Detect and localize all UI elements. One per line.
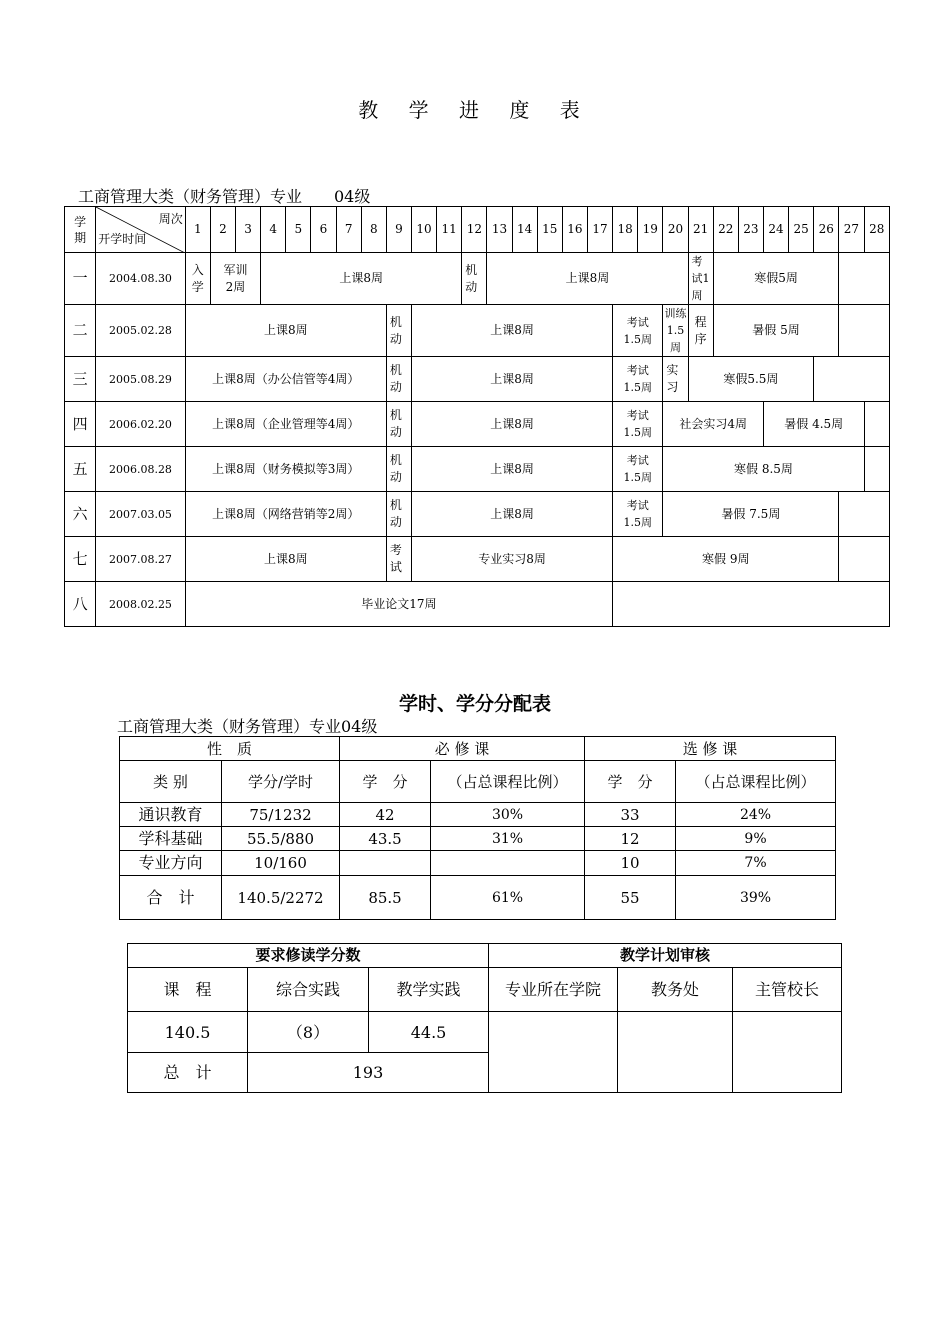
schedule-cell: [613, 582, 890, 627]
start-date: 2008.02.25: [96, 582, 186, 627]
required-credits-title: 要求修读学分数: [128, 944, 489, 968]
semester-number: 一: [65, 253, 96, 305]
week-header: 14: [512, 207, 537, 253]
week-header: 6: [311, 207, 336, 253]
schedule-cell: 寒假 8.5周: [663, 447, 864, 492]
required-ratio-cell: 31%: [431, 827, 585, 851]
category-header: 类 别: [120, 761, 222, 803]
schedule-cell: 训练1.5周: [663, 305, 688, 357]
principal-header: 主管校长: [733, 968, 842, 1012]
week-header: 23: [738, 207, 763, 253]
elective-credit-cell: 33: [585, 803, 676, 827]
schedule-cell: 入学: [185, 253, 210, 305]
schedule-title: 教 学 进 度 表: [358, 98, 592, 122]
credit-hours-cell: 75/1232: [222, 803, 340, 827]
schedule-cell: 机动: [386, 402, 411, 447]
schedule-cell: 考试1.5周: [613, 402, 663, 447]
total-row: [120, 876, 836, 920]
semester-header: 学期: [65, 207, 96, 253]
elective-ratio-cell: 7%: [676, 851, 836, 876]
course-value: 140.5: [128, 1012, 248, 1053]
elective-ratio-cell: 24%: [676, 803, 836, 827]
schedule-cell: 考试1.5周: [613, 492, 663, 537]
teaching-practice-header: 教学实践: [369, 968, 489, 1012]
schedule-cell: [864, 402, 889, 447]
week-header: 28: [864, 207, 889, 253]
semester-row: [65, 492, 890, 537]
required-credit-cell: 43.5: [340, 827, 431, 851]
week-header: 24: [763, 207, 788, 253]
schedule-cell: 暑假 7.5周: [663, 492, 839, 537]
plan-review-title: 教学计划审核: [489, 944, 842, 968]
college-signature-cell: [489, 1012, 618, 1093]
elective-header: 选 修 课: [585, 737, 836, 761]
week-date-header: [96, 207, 186, 253]
credit-hours-header: 学分/学时: [222, 761, 340, 803]
start-date: 2006.02.20: [96, 402, 186, 447]
practice-header: 综合实践: [248, 968, 369, 1012]
schedule-cell: 寒假 9周: [613, 537, 839, 582]
semester-number: 二: [65, 305, 96, 357]
schedule-cell: 机动: [386, 492, 411, 537]
requirements-table: [127, 943, 842, 1093]
semester-row: [65, 582, 890, 627]
schedule-cell: 上课8周（办公信管等4周）: [185, 357, 386, 402]
schedule-cell: 机动: [386, 447, 411, 492]
category-cell: 学科基础: [120, 827, 222, 851]
total-elective-credit: 55: [585, 876, 676, 920]
start-date: 2006.08.28: [96, 447, 186, 492]
required-header: 必 修 课: [340, 737, 585, 761]
schedule-cell: 上课8周: [411, 305, 612, 357]
schedule-cell: 上课8周（企业管理等4周）: [185, 402, 386, 447]
schedule-cell: 军训2周: [210, 253, 260, 305]
week-header: 4: [261, 207, 286, 253]
nature-header: 性 质: [120, 737, 340, 761]
week-header: 15: [537, 207, 562, 253]
week-label: 周次: [158, 212, 183, 226]
week-header: 21: [688, 207, 713, 253]
total-label: 合 计: [120, 876, 222, 920]
schedule-table: [64, 206, 890, 627]
week-header: 13: [487, 207, 512, 253]
principal-signature-cell: [733, 1012, 842, 1093]
credits-header-row: [120, 761, 836, 803]
elective-credit-cell: 10: [585, 851, 676, 876]
credits-table: [119, 736, 836, 920]
category-cell: 通识教育: [120, 803, 222, 827]
schedule-cell: 程序: [688, 305, 713, 357]
schedule-cell: 寒假5.5周: [688, 357, 814, 402]
office-signature-cell: [618, 1012, 733, 1093]
week-header: 16: [562, 207, 587, 253]
semester-row: [65, 537, 890, 582]
week-header: 26: [814, 207, 839, 253]
week-header: 3: [236, 207, 261, 253]
required-credit-cell: [340, 851, 431, 876]
college-header: 专业所在学院: [489, 968, 618, 1012]
total-credit-hours: 140.5/2272: [222, 876, 340, 920]
semester-number: 四: [65, 402, 96, 447]
start-date: 2005.02.28: [96, 305, 186, 357]
elective-ratio-cell: 9%: [676, 827, 836, 851]
required-ratio-cell: [431, 851, 585, 876]
required-ratio-cell: 30%: [431, 803, 585, 827]
total-required-ratio: 61%: [431, 876, 585, 920]
schedule-cell: 上课8周（财务模拟等3周）: [185, 447, 386, 492]
schedule-cell: 毕业论文17周: [185, 582, 612, 627]
schedule-cell: 考试1周: [688, 253, 713, 305]
total-label: 总 计: [128, 1053, 248, 1093]
semester-number: 七: [65, 537, 96, 582]
schedule-cell: [839, 305, 890, 357]
schedule-cell: 上课8周: [261, 253, 462, 305]
week-header: 22: [713, 207, 738, 253]
total-value: 193: [248, 1053, 489, 1093]
table-row: [120, 827, 836, 851]
week-header: 1: [185, 207, 210, 253]
schedule-cell: 考试1.5周: [613, 357, 663, 402]
start-date: 2004.08.30: [96, 253, 186, 305]
semester-number: 八: [65, 582, 96, 627]
table-row: [120, 803, 836, 827]
required-ratio-header: （占总课程比例）: [431, 761, 585, 803]
semester-row: [65, 402, 890, 447]
schedule-cell: 上课8周: [411, 447, 612, 492]
semester-row: [65, 357, 890, 402]
week-header: 7: [336, 207, 361, 253]
schedule-cell: 寒假5周: [713, 253, 839, 305]
week-header: 20: [663, 207, 688, 253]
week-header: 25: [789, 207, 814, 253]
schedule-cell: 实习: [663, 357, 688, 402]
schedule-header-row: [65, 207, 890, 253]
category-cell: 专业方向: [120, 851, 222, 876]
schedule-cell: 考试1.5周: [613, 447, 663, 492]
practice-value: （8）: [248, 1012, 369, 1053]
credits-title: 学时、学分分配表: [398, 693, 551, 715]
schedule-cell: [839, 492, 890, 537]
schedule-cell: [814, 357, 890, 402]
teaching-practice-value: 44.5: [369, 1012, 489, 1053]
week-header: 10: [411, 207, 436, 253]
week-header: 5: [286, 207, 311, 253]
week-header: 12: [462, 207, 487, 253]
schedule-cell: 机动: [386, 305, 411, 357]
week-header: 11: [437, 207, 462, 253]
schedule-cell: 暑假 4.5周: [763, 402, 864, 447]
elective-credit-header: 学 分: [585, 761, 676, 803]
schedule-cell: [839, 253, 890, 305]
week-header: 9: [386, 207, 411, 253]
schedule-cell: 上课8周: [411, 402, 612, 447]
semester-row: [65, 305, 890, 357]
semester-row: [65, 253, 890, 305]
requirements-header-row: [128, 944, 842, 968]
semester-number: 六: [65, 492, 96, 537]
required-credit-cell: 42: [340, 803, 431, 827]
total-required-credit: 85.5: [340, 876, 431, 920]
requirements-header-row: [128, 968, 842, 1012]
schedule-cell: 专业实习8周: [411, 537, 612, 582]
schedule-cell: 上课8周: [411, 357, 612, 402]
credits-subtitle: 工商管理大类（财务管理）专业04级: [117, 717, 378, 736]
week-header: 27: [839, 207, 864, 253]
schedule-cell: 考试: [386, 537, 411, 582]
week-header: 8: [361, 207, 386, 253]
semester-number: 三: [65, 357, 96, 402]
table-row: [128, 1012, 842, 1053]
schedule-cell: 上课8周（网络营销等2周）: [185, 492, 386, 537]
schedule-cell: 暑假 5周: [713, 305, 839, 357]
schedule-cell: 上课8周: [185, 305, 386, 357]
schedule-cell: 上课8周: [411, 492, 612, 537]
schedule-cell: 社会实习4周: [663, 402, 764, 447]
start-date: 2007.03.05: [96, 492, 186, 537]
schedule-cell: 考试1.5周: [613, 305, 663, 357]
schedule-cell: 机动: [462, 253, 487, 305]
credit-hours-cell: 10/160: [222, 851, 340, 876]
semester-number: 五: [65, 447, 96, 492]
week-header: 17: [587, 207, 612, 253]
start-date: 2007.08.27: [96, 537, 186, 582]
credit-hours-cell: 55.5/880: [222, 827, 340, 851]
week-header: 2: [210, 207, 235, 253]
start-date: 2005.08.29: [96, 357, 186, 402]
schedule-subtitle: 工商管理大类（财务管理）专业 04级: [78, 187, 371, 206]
schedule-cell: 上课8周: [487, 253, 688, 305]
schedule-cell: 机动: [386, 357, 411, 402]
schedule-cell: [839, 537, 890, 582]
start-label: 开学时间: [98, 232, 147, 246]
elective-credit-cell: 12: [585, 827, 676, 851]
required-credit-header: 学 分: [340, 761, 431, 803]
schedule-cell: 上课8周: [185, 537, 386, 582]
course-header: 课 程: [128, 968, 248, 1012]
semester-row: [65, 447, 890, 492]
table-row: [120, 851, 836, 876]
elective-ratio-header: （占总课程比例）: [676, 761, 836, 803]
total-elective-ratio: 39%: [676, 876, 836, 920]
office-header: 教务处: [618, 968, 733, 1012]
week-header: 19: [638, 207, 663, 253]
schedule-cell: [864, 447, 889, 492]
week-header: 18: [613, 207, 638, 253]
credits-header-row: [120, 737, 836, 761]
